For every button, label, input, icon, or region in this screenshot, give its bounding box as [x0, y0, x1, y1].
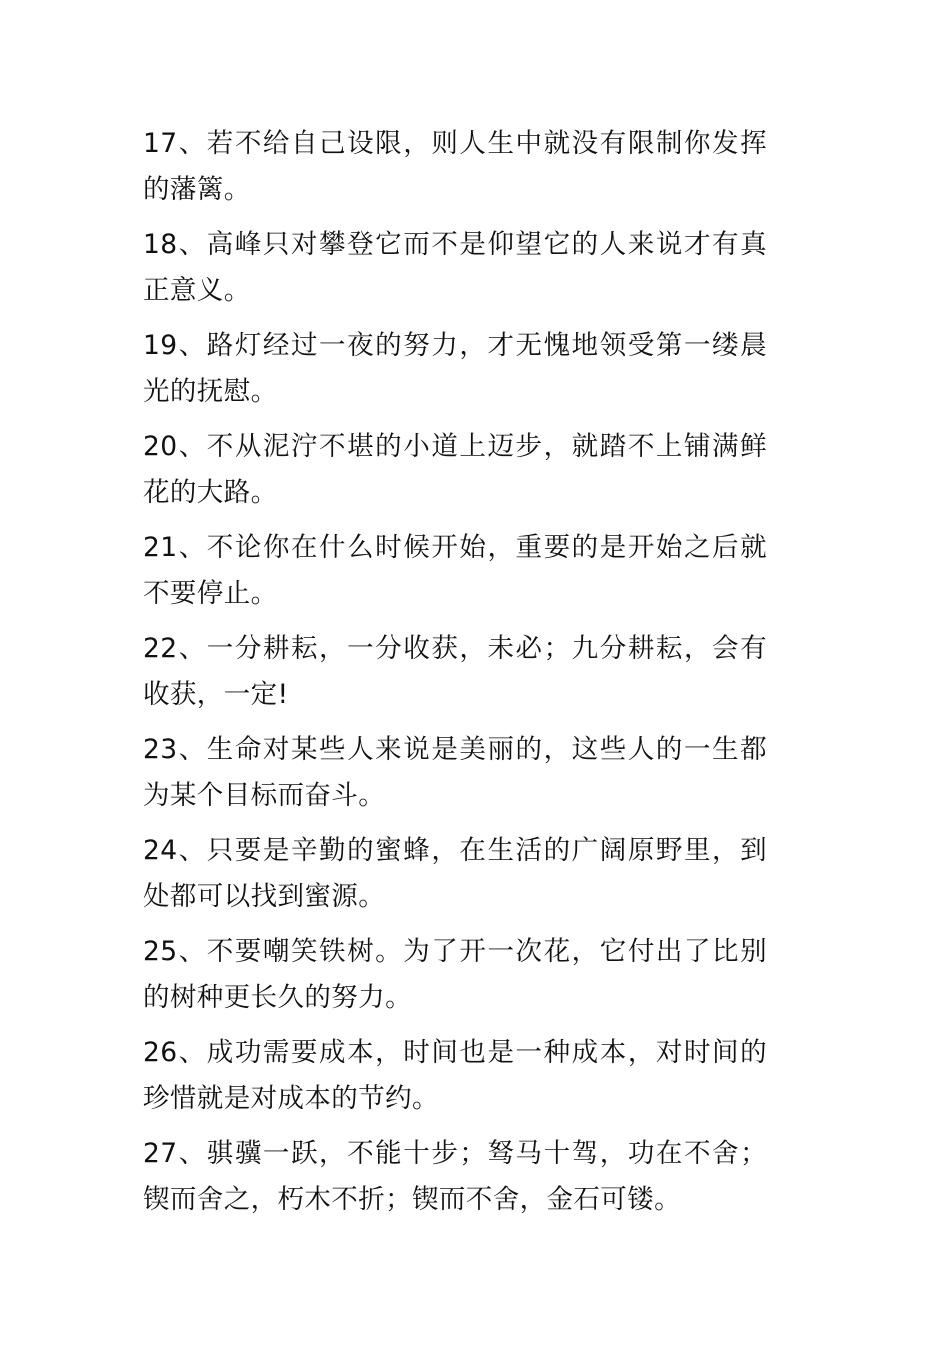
- list-item: 21、不论你在什么时候开始，重要的是开始之后就不要停止。: [143, 532, 767, 609]
- quote-list: [143, 121, 767, 1232]
- list-item: 22、一分耕耘，一分收获，未必；九分耕耘，会有收获，一定!: [143, 633, 767, 710]
- list-item: 23、生命对某些人来说是美丽的，这些人的一生都为某个目标而奋斗。: [143, 734, 767, 811]
- list-item: 17、若不给自己设限，则人生中就没有限制你发挥的藩篱。: [143, 128, 767, 205]
- list-item: 27、骐骥一跃，不能十步；驽马十驾，功在不舍；锲而舍之，朽木不折；锲而不舍，金石可镂。: [143, 1138, 767, 1215]
- list-item: 25、不要嘲笑铁树。为了开一次花，它付出了比别的树种更长久的努力。: [143, 936, 767, 1013]
- list-item: 24、只要是辛勤的蜜蜂，在生活的广阔原野里，到处都可以找到蜜源。: [143, 835, 767, 912]
- list-item: 26、成功需要成本，时间也是一种成本，对时间的珍惜就是对成本的节约。: [143, 1037, 767, 1114]
- list-item: 20、不从泥泞不堪的小道上迈步，就踏不上铺满鲜花的大路。: [143, 431, 767, 508]
- list-item: 18、高峰只对攀登它而不是仰望它的人来说才有真正意义。: [143, 229, 767, 306]
- list-item: 19、路灯经过一夜的努力，才无愧地领受第一缕晨光的抚慰。: [143, 330, 767, 407]
